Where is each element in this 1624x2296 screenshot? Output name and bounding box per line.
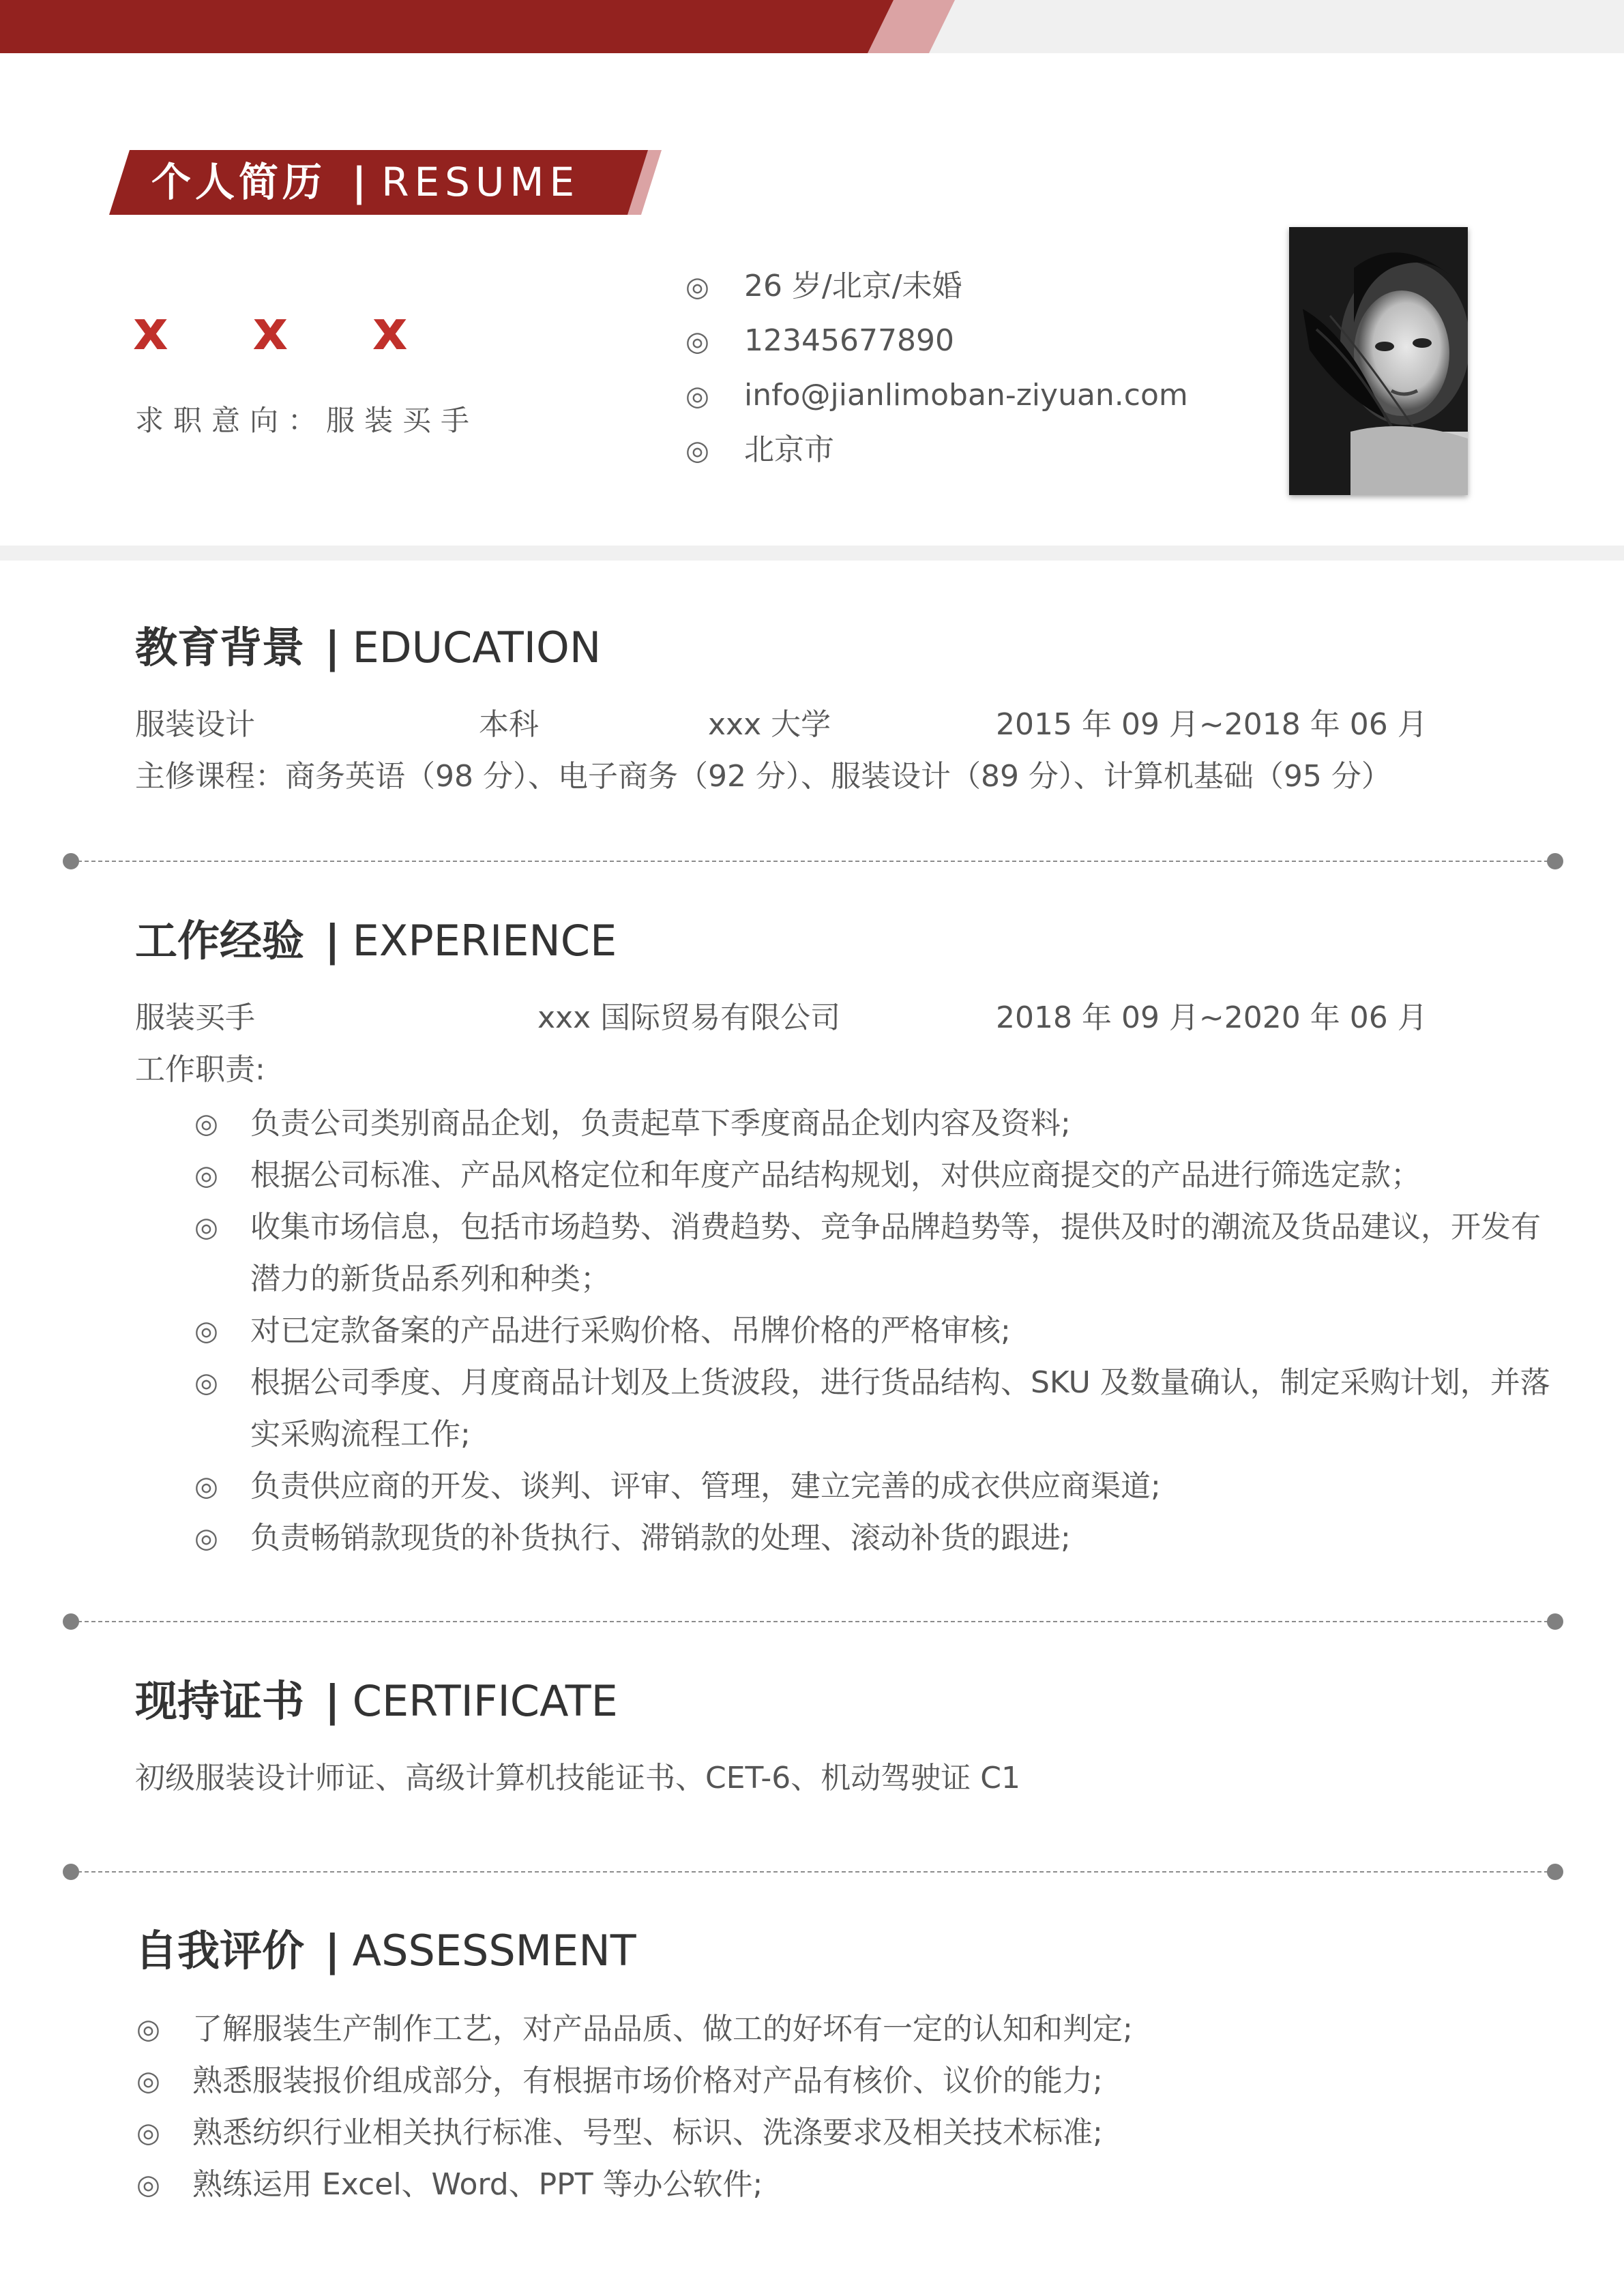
job-intent: [135, 398, 479, 439]
assessment-title-separator: |: [325, 1926, 340, 1976]
duty-item-continued: [194, 1409, 1531, 1461]
bullet-icon: ◎: [136, 2169, 160, 2201]
bullet-icon: ◎: [136, 2066, 160, 2097]
assessment-title-cn: 自我评价: [135, 1926, 305, 1976]
contact-age: [685, 266, 1204, 307]
assessment-item: [136, 2055, 1501, 2107]
education-major: 服装设计: [135, 707, 255, 742]
education-school: xxx 大学: [708, 707, 831, 742]
assessment-text: 熟悉服装报价组成部分，有根据市场价格对产品有核价、议价的能力;: [192, 2063, 1103, 2098]
assessment-item: [136, 2107, 1501, 2159]
bullet-icon: ◎: [194, 1108, 218, 1139]
duty-text: 实采购流程工作;: [250, 1417, 471, 1452]
assessment-text: 了解服装生产制作工艺，对产品品质、做工的好坏有一定的认知和判定;: [192, 2012, 1133, 2046]
education-title: [135, 617, 601, 679]
experience-company: xxx 国际贸易有限公司: [537, 1000, 841, 1035]
duty-item: [194, 1305, 1531, 1357]
assessment-text: 熟练运用 Excel、Word、PPT 等办公软件;: [192, 2167, 763, 2202]
header-separator: [0, 546, 1624, 561]
contact-phone: [685, 320, 1204, 361]
candidate-name: x x x: [133, 299, 441, 362]
contact-phone-text: 12345677890: [744, 323, 954, 358]
certificate-title: [135, 1671, 618, 1732]
experience-title-separator: |: [325, 916, 340, 966]
duty-item: [194, 1512, 1531, 1564]
assessment-title-en: ASSESSMENT: [352, 1926, 636, 1976]
experience-position: 服装买手: [135, 1000, 255, 1035]
age-icon: ◎: [685, 271, 709, 303]
duty-text: 负责畅销款现货的补货执行、滞销款的处理、滚动补货的跟进;: [250, 1521, 1071, 1555]
duty-text: 收集市场信息，包括市场趋势、消费趋势、竞争品牌趋势等，提供及时的潮流及货品建议，开发有: [250, 1210, 1541, 1244]
contact-location-text: 北京市: [744, 432, 834, 467]
bullet-icon: ◎: [194, 1367, 218, 1399]
education-courses: 主修课程：商务英语（98 分）、电子商务（92 分）、服装设计（89 分）、计算机基础（95 分）: [135, 759, 1391, 794]
experience-title-cn: 工作经验: [135, 916, 305, 966]
profile-photo: [1289, 227, 1468, 495]
education-period: 2015 年 09 月~2018 年 06 月: [996, 707, 1428, 742]
assessment-item: [136, 2159, 1501, 2211]
duty-text: 潜力的新货品系列和种类；: [250, 1262, 610, 1296]
assessment-text: 熟悉纺织行业相关执行标准、号型、标识、洗涤要求及相关技术标准;: [192, 2115, 1103, 2150]
bullet-icon: ◎: [136, 2117, 160, 2149]
phone-icon: ◎: [685, 326, 709, 357]
banner-separator: |: [352, 159, 367, 205]
job-intent-value: 服装买手: [326, 404, 479, 437]
education-degree: 本科: [479, 707, 539, 742]
certificate-title-separator: |: [325, 1676, 340, 1726]
bullet-icon: ◎: [136, 2014, 160, 2045]
duty-item: [194, 1357, 1550, 1409]
email-icon: ◎: [685, 381, 709, 412]
top-band: [0, 0, 894, 53]
bullet-icon: ◎: [194, 1315, 218, 1347]
certificate-title-cn: 现持证书: [135, 1676, 305, 1726]
assessment-item: [136, 2003, 1501, 2055]
banner-title-en: RESUME: [381, 159, 580, 205]
duty-item: [194, 1150, 1531, 1202]
contact-email-text: info@jianlimoban-ziyuan.com: [744, 378, 1188, 413]
banner-title: [151, 150, 580, 215]
bullet-icon: ◎: [194, 1160, 218, 1191]
section-divider: [63, 853, 1563, 869]
duty-text: 负责供应商的开发、谈判、评审、管理，建立完善的成衣供应商渠道;: [250, 1469, 1161, 1504]
duty-text: 根据公司标准、产品风格定位和年度产品结构规划，对供应商提交的产品进行筛选定款；: [250, 1158, 1421, 1193]
duty-item: [194, 1202, 1541, 1253]
education-title-cn: 教育背景: [135, 623, 305, 672]
contact-location: [685, 430, 1204, 471]
experience-duties-label: 工作职责:: [135, 1052, 265, 1087]
education-title-en: EDUCATION: [352, 623, 602, 672]
contact-age-text: 26 岁/北京/未婚: [744, 269, 962, 303]
job-intent-label: 求职意向：: [135, 404, 327, 437]
duty-item: [194, 1098, 1531, 1150]
duty-text: 对已定款备案的产品进行采购价格、吊牌价格的严格审核;: [250, 1313, 1011, 1348]
duty-text: 根据公司季度、月度商品计划及上货波段，进行货品结构、SKU 及数量确认，制定采购计划，并落: [250, 1365, 1550, 1400]
bullet-icon: ◎: [194, 1212, 218, 1243]
duty-item: [194, 1461, 1531, 1512]
section-divider: [63, 1864, 1563, 1880]
location-icon: ◎: [685, 435, 709, 466]
duty-text: 负责公司类别商品企划，负责起草下季度商品企划内容及资料;: [250, 1106, 1071, 1141]
section-divider: [63, 1613, 1563, 1630]
education-title-separator: |: [325, 623, 340, 672]
certificate-list: 初级服装设计师证、高级计算机技能证书、CET-6、机动驾驶证 C1: [135, 1761, 1020, 1795]
duty-item-continued: [194, 1253, 1531, 1305]
experience-title: [135, 910, 617, 972]
assessment-title: [135, 1920, 636, 1982]
experience-title-en: EXPERIENCE: [352, 916, 617, 966]
bullet-icon: ◎: [194, 1523, 218, 1554]
banner-title-cn: 个人简历: [151, 159, 327, 205]
experience-period: 2018 年 09 月~2020 年 06 月: [996, 1000, 1428, 1035]
profile-photo-image: [1289, 227, 1468, 495]
contact-email: [685, 375, 1204, 416]
certificate-title-en: CERTIFICATE: [352, 1676, 618, 1726]
bullet-icon: ◎: [194, 1471, 218, 1502]
